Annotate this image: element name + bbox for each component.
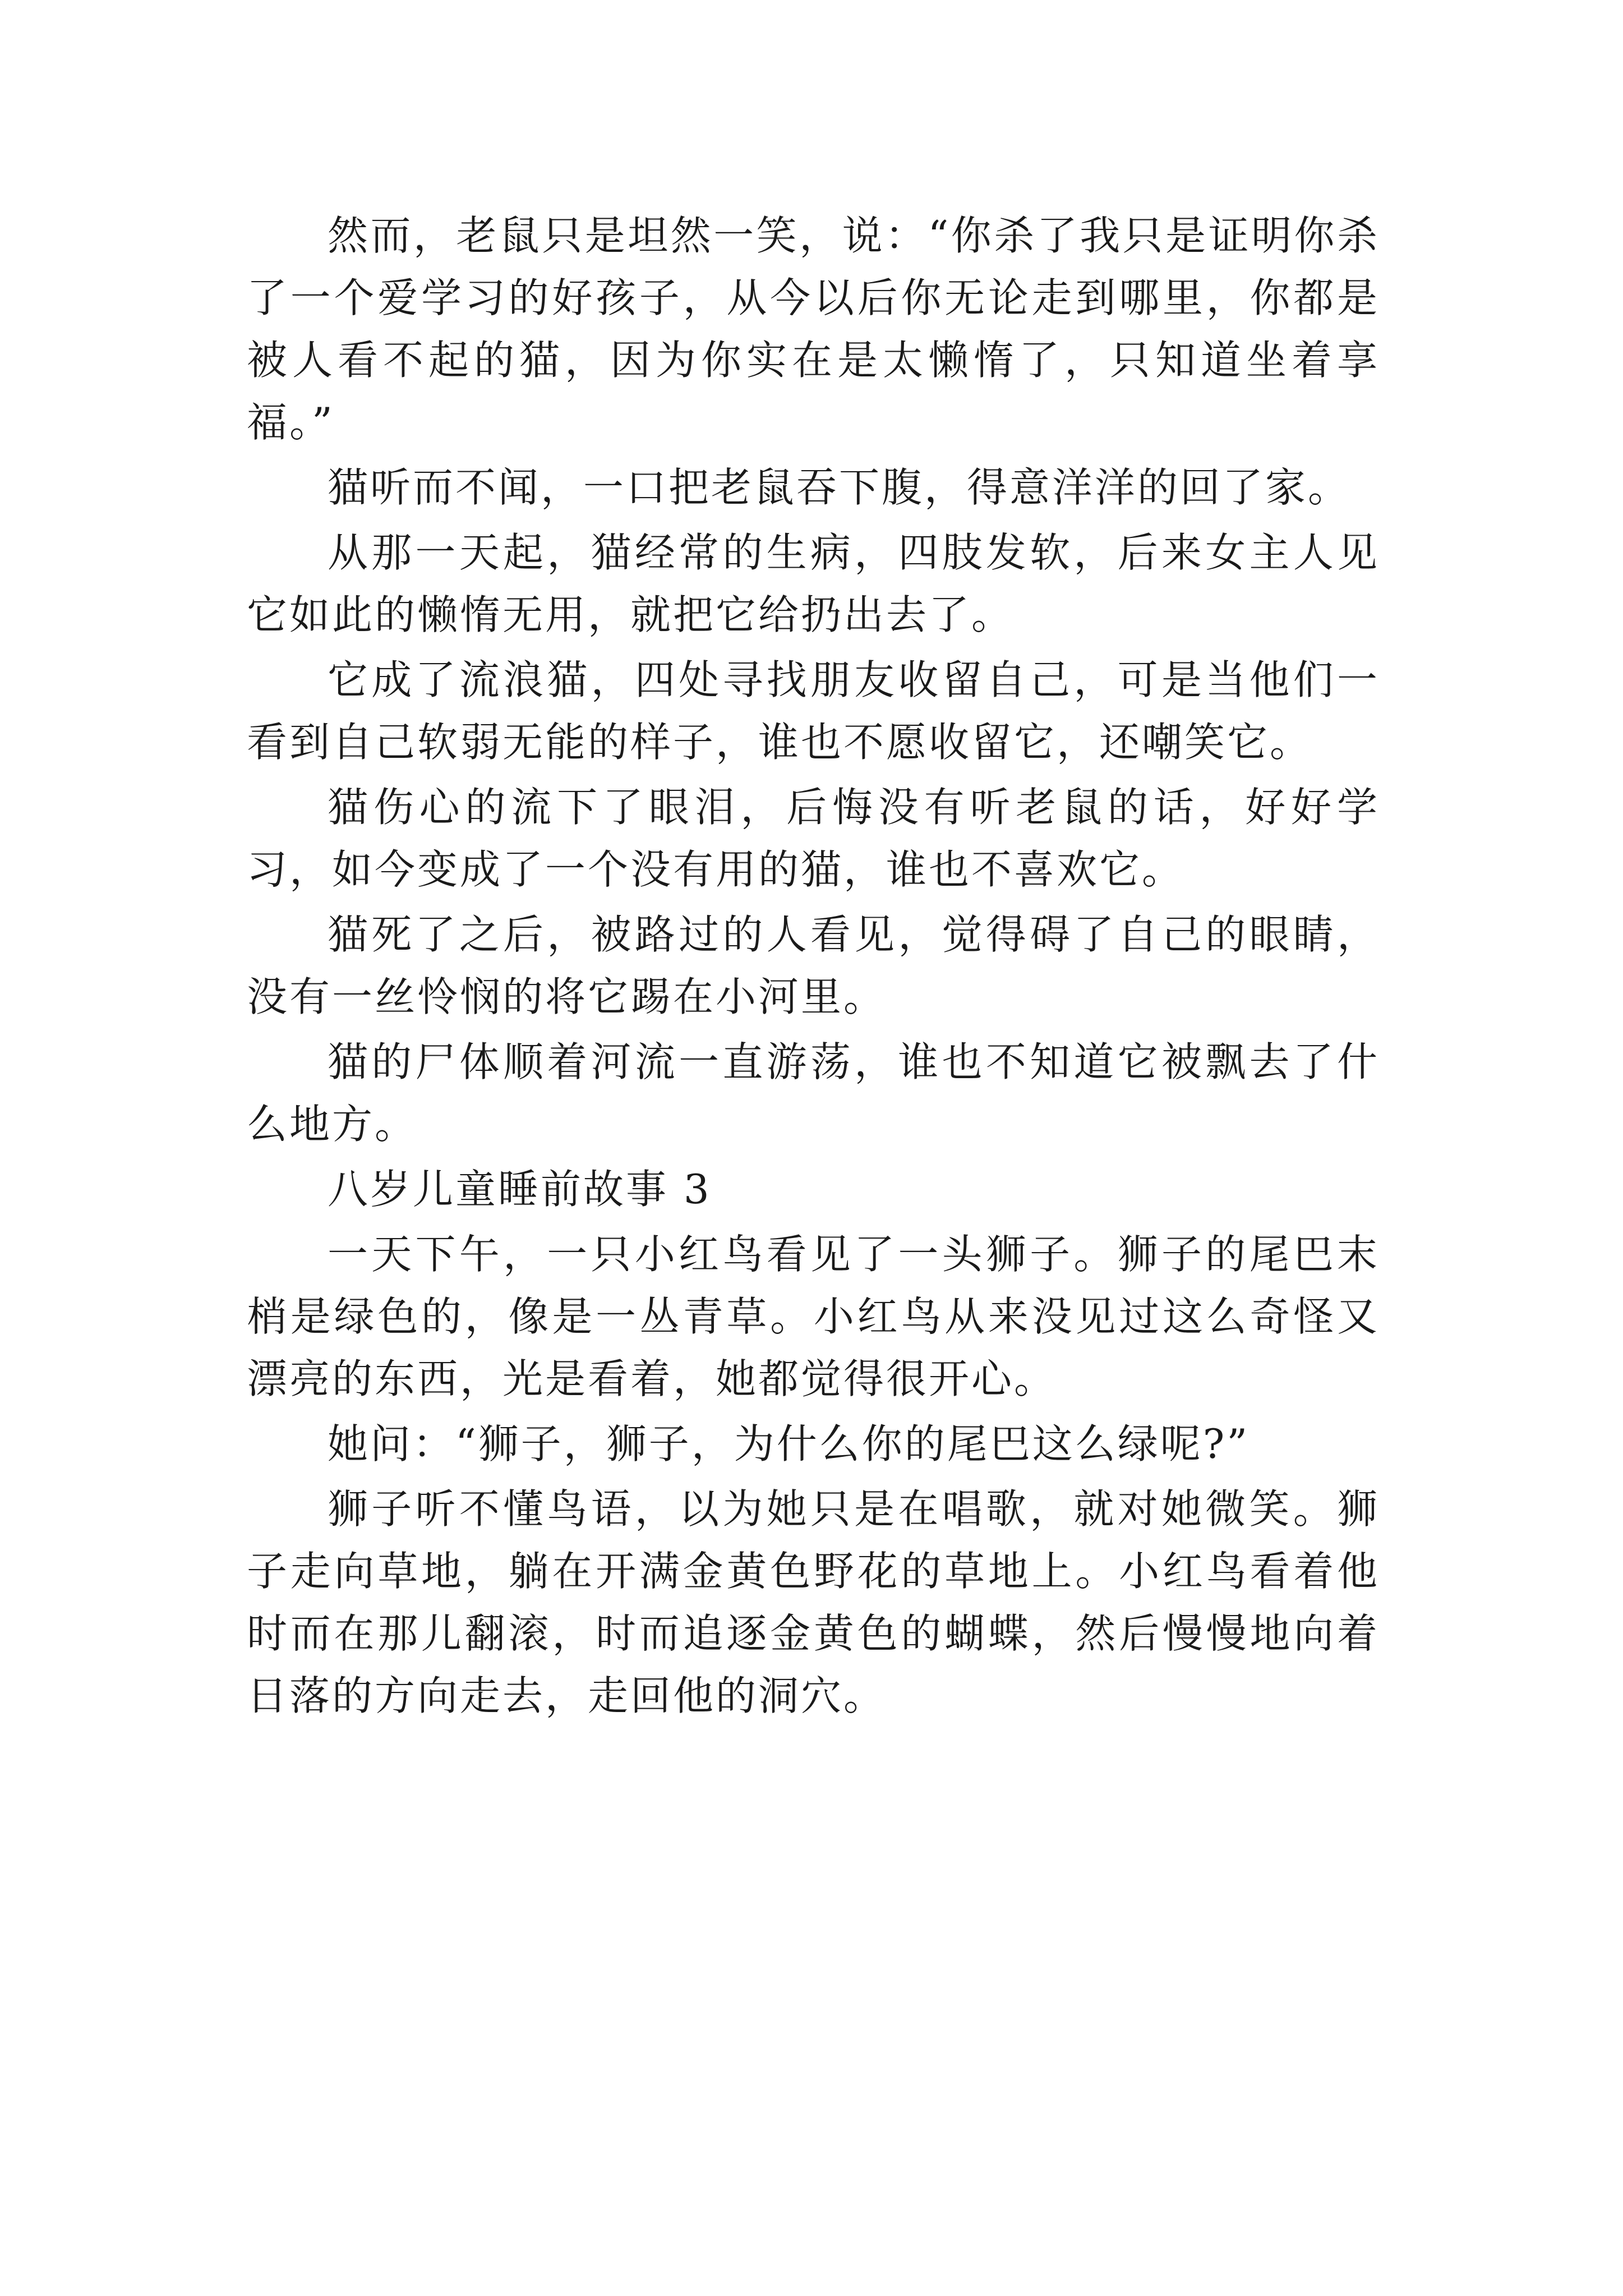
paragraph: 然而，老鼠只是坦然一笑，说：“你杀了我只是证明你杀了一个爱学习的好孩子，从今以后你无论走到哪里，你都是被人看不起的猫，因为你实在是太懒惰了，只知道坐着享福。” [247, 212, 1380, 446]
paragraph: 一天下午，一只小红鸟看见了一头狮子。狮子的尾巴末梢是绿色的，像是一丛青草。小红鸟从来没见过这么奇怪又漂亮的东西，光是看着，她都觉得很开心。 [247, 1231, 1380, 1402]
paragraph: 猫死了之后，被路过的人看见，觉得碍了自己的眼睛，没有一丝怜悯的将它踢在小河里。 [247, 911, 1380, 1020]
paragraph: 她问：“狮子，狮子，为什么你的尾巴这么绿呢?” [328, 1420, 1250, 1467]
section-heading: 八岁儿童睡前故事 3 [328, 1166, 712, 1213]
paragraph: 从那一天起，猫经常的生病，四肢发软，后来女主人见它如此的懒惰无用，就把它给扔出去了。 [247, 529, 1380, 638]
paragraph: 猫伤心的流下了眼泪，后悔没有听老鼠的话，好好学习，如今变成了一个没有用的猫，谁也不喜欢它。 [247, 784, 1380, 893]
paragraph: 它成了流浪猫，四处寻找朋友收留自己，可是当他们一看到自己软弱无能的样子，谁也不愿收留它，还嘲笑它。 [247, 656, 1380, 766]
paragraph: 狮子听不懂鸟语，以为她只是在唱歌，就对她微笑。狮子走向草地，躺在开满金黄色野花的草地上。小红鸟看着他时而在那儿翻滚，时而追逐金黄色的蝴蝶，然后慢慢地向着日落的方向走去，走回他的洞穴。 [247, 1485, 1380, 1719]
paragraph: 猫的尸体顺着河流一直游荡，谁也不知道它被飘去了什么地方。 [247, 1038, 1380, 1148]
paragraph: 猫听而不闻，一口把老鼠吞下腹，得意洋洋的回了家。 [328, 464, 1351, 511]
document-body [247, 205, 1380, 1730]
